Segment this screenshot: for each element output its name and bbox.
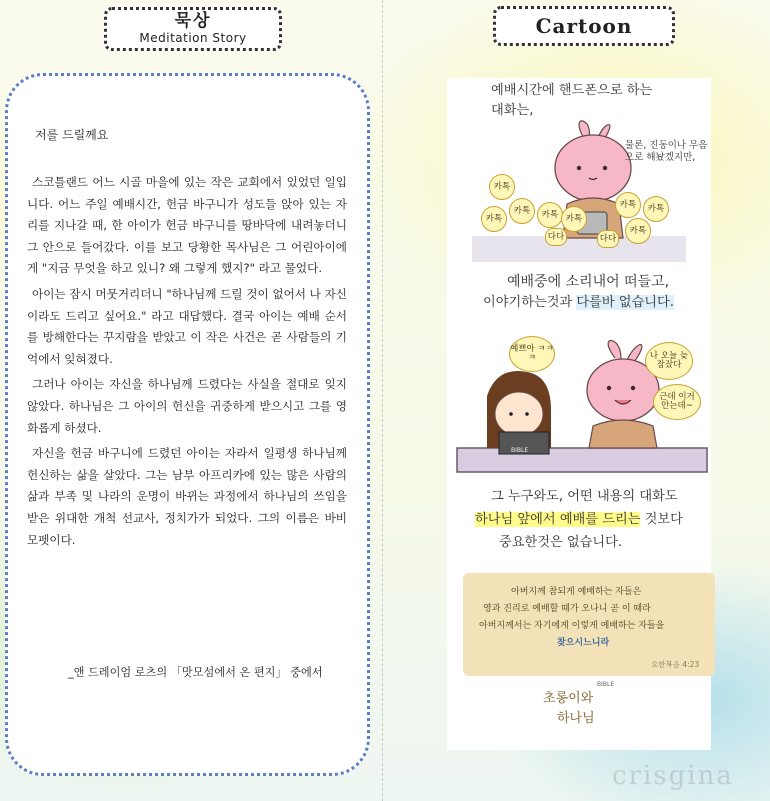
verse-line-2: 영과 진리로 예배할 때가 오나니 곧 이 때라 (483, 604, 651, 614)
cartoon-bottom-text-3: 중요한것은 없습니다. (499, 535, 623, 550)
cartoon-thought-text: 물론, 진동이나 무음으로 해놨겠지만, (625, 140, 708, 163)
cartoon-bottom-text-1: 그 누구와도, 어떤 내용의 대화도 (491, 489, 678, 504)
cartoon-top-text-2: 대화는, (491, 103, 534, 118)
pew-back (457, 448, 707, 472)
logo-bible-label: BIBLE (597, 681, 615, 688)
cartoon-mid-text-1: 예배중에 소리내어 떠들고, (507, 274, 670, 290)
katok-bubble: 카톡 (537, 202, 563, 228)
badge-title-cartoon: Cartoon (535, 14, 633, 38)
story-title: 저를 드릴께요 (35, 128, 109, 142)
katok-bubble: 카톡 (643, 196, 669, 222)
story-paragraph: 그러나 아이는 자신을 하나님께 드렸다는 사실을 절대로 잊지 않았다. 하나님은 그 아이의 헌신을 귀중하게 받으시고 그를 영화롭게 하셨다. (27, 377, 347, 435)
bible-label: BIBLE (511, 447, 529, 454)
mid-text-2a: 이야기하는것과 (483, 295, 577, 310)
bottom-text-2a-highlight: 하나님 앞에서 예배를 드리는 (475, 512, 641, 527)
katok-bubble: 카톡 (481, 206, 507, 232)
story-paragraph: 아이는 잠시 머뭇거리더니 "하나님께 드릴 것이 없어서 나 자신이라도 드리고 싶어요." 라고 대답했다. 결국 아이는 예배 순서를 방해한다는 꾸지람을 받았고 이 작은 사건은 곧 사람들의 기억에서 잊혀졌다. (27, 286, 347, 366)
story-paragraph: 자신을 헌금 바구니에 드렸던 아이는 자라서 일평생 하나님께 헌신하는 삶을 살았다. 그는 남부 아프리카에 있는 많은 사람의 삶과 부족 및 나라의 운명이 바뀌는 과정에서 하나님의 쓰임을 받은 위대한 개척 선교사, 정치가가 되었다. 그의 이름은 바비 모펫이다. (27, 446, 347, 547)
story-body (27, 172, 347, 555)
badge-title-korean: 묵상 (174, 11, 212, 31)
verse-reference: 요한복음 4:23 (651, 660, 700, 669)
katok-bubble: 카톡 (625, 218, 651, 244)
verse-line-4: 찾으시느니라 (557, 638, 610, 648)
watermark: crisgina (612, 761, 734, 791)
katok-bubble: 카톡 (489, 174, 515, 200)
katok-bubble: 카톡 (509, 198, 535, 224)
katok-bubble: 카톡 (561, 206, 587, 232)
verse-line-3: 아버지께서는 자기에게 이렇게 예배하는 자들을 (479, 621, 665, 631)
cartoon-bottom-text-2 (475, 511, 683, 529)
story-paragraph: 스코틀랜드 어느 시골 마을에 있는 작은 교회에서 있었던 일입니다. 어느 주일 예배시간, 헌금 바구니가 성도들 앉아 있는 자리를 지나갈 때, 한 아이가 헌금 바구니를 땅바닥에 내려놓더니 그 안으로 들어갔다. 이를 보고 당황한 목사님은 그 어린아이에게 "지금 무엇을 하고 있니? 왜 그렇게 했지?" 라고 물었다. (27, 175, 347, 276)
logo-text-1: 초롱이와 (543, 691, 594, 706)
speech-bubble-1: 예쁘아 ㅋㅋㅋ (509, 336, 555, 372)
mid-text-2b-highlight: 다를바 없습니다. (576, 295, 674, 310)
verse-line-1: 아버지께 참되게 예배하는 자들은 (511, 587, 642, 597)
story-source: _앤 드레이엄 로츠의 「맛모섬에서 온 편지」 중에서 (68, 666, 323, 679)
speech-bubble-2: 나 오늘 늦잠잤다 (645, 342, 693, 380)
logo-text-2: 하나님 (557, 711, 595, 726)
pew-shadow (472, 236, 686, 262)
page-fold (382, 0, 383, 801)
badge-title-english: Meditation Story (139, 31, 247, 45)
dada-bubble: 다다 (597, 230, 619, 248)
bible-verse-box (463, 573, 715, 676)
meditation-title-badge (104, 7, 282, 51)
cartoon-title-badge (493, 6, 675, 46)
speech-bubble-3: 근데 이거 안는데~ (653, 384, 701, 420)
bottom-text-2b: 것보다 (640, 512, 683, 527)
cartoon-top-text-1: 예배시간에 핸드폰으로 하는 (491, 83, 653, 98)
dada-bubble: 다다 (545, 228, 567, 246)
story-card (5, 73, 370, 776)
katok-bubble: 카톡 (615, 192, 641, 218)
cartoon-mid-text-2 (483, 294, 674, 312)
